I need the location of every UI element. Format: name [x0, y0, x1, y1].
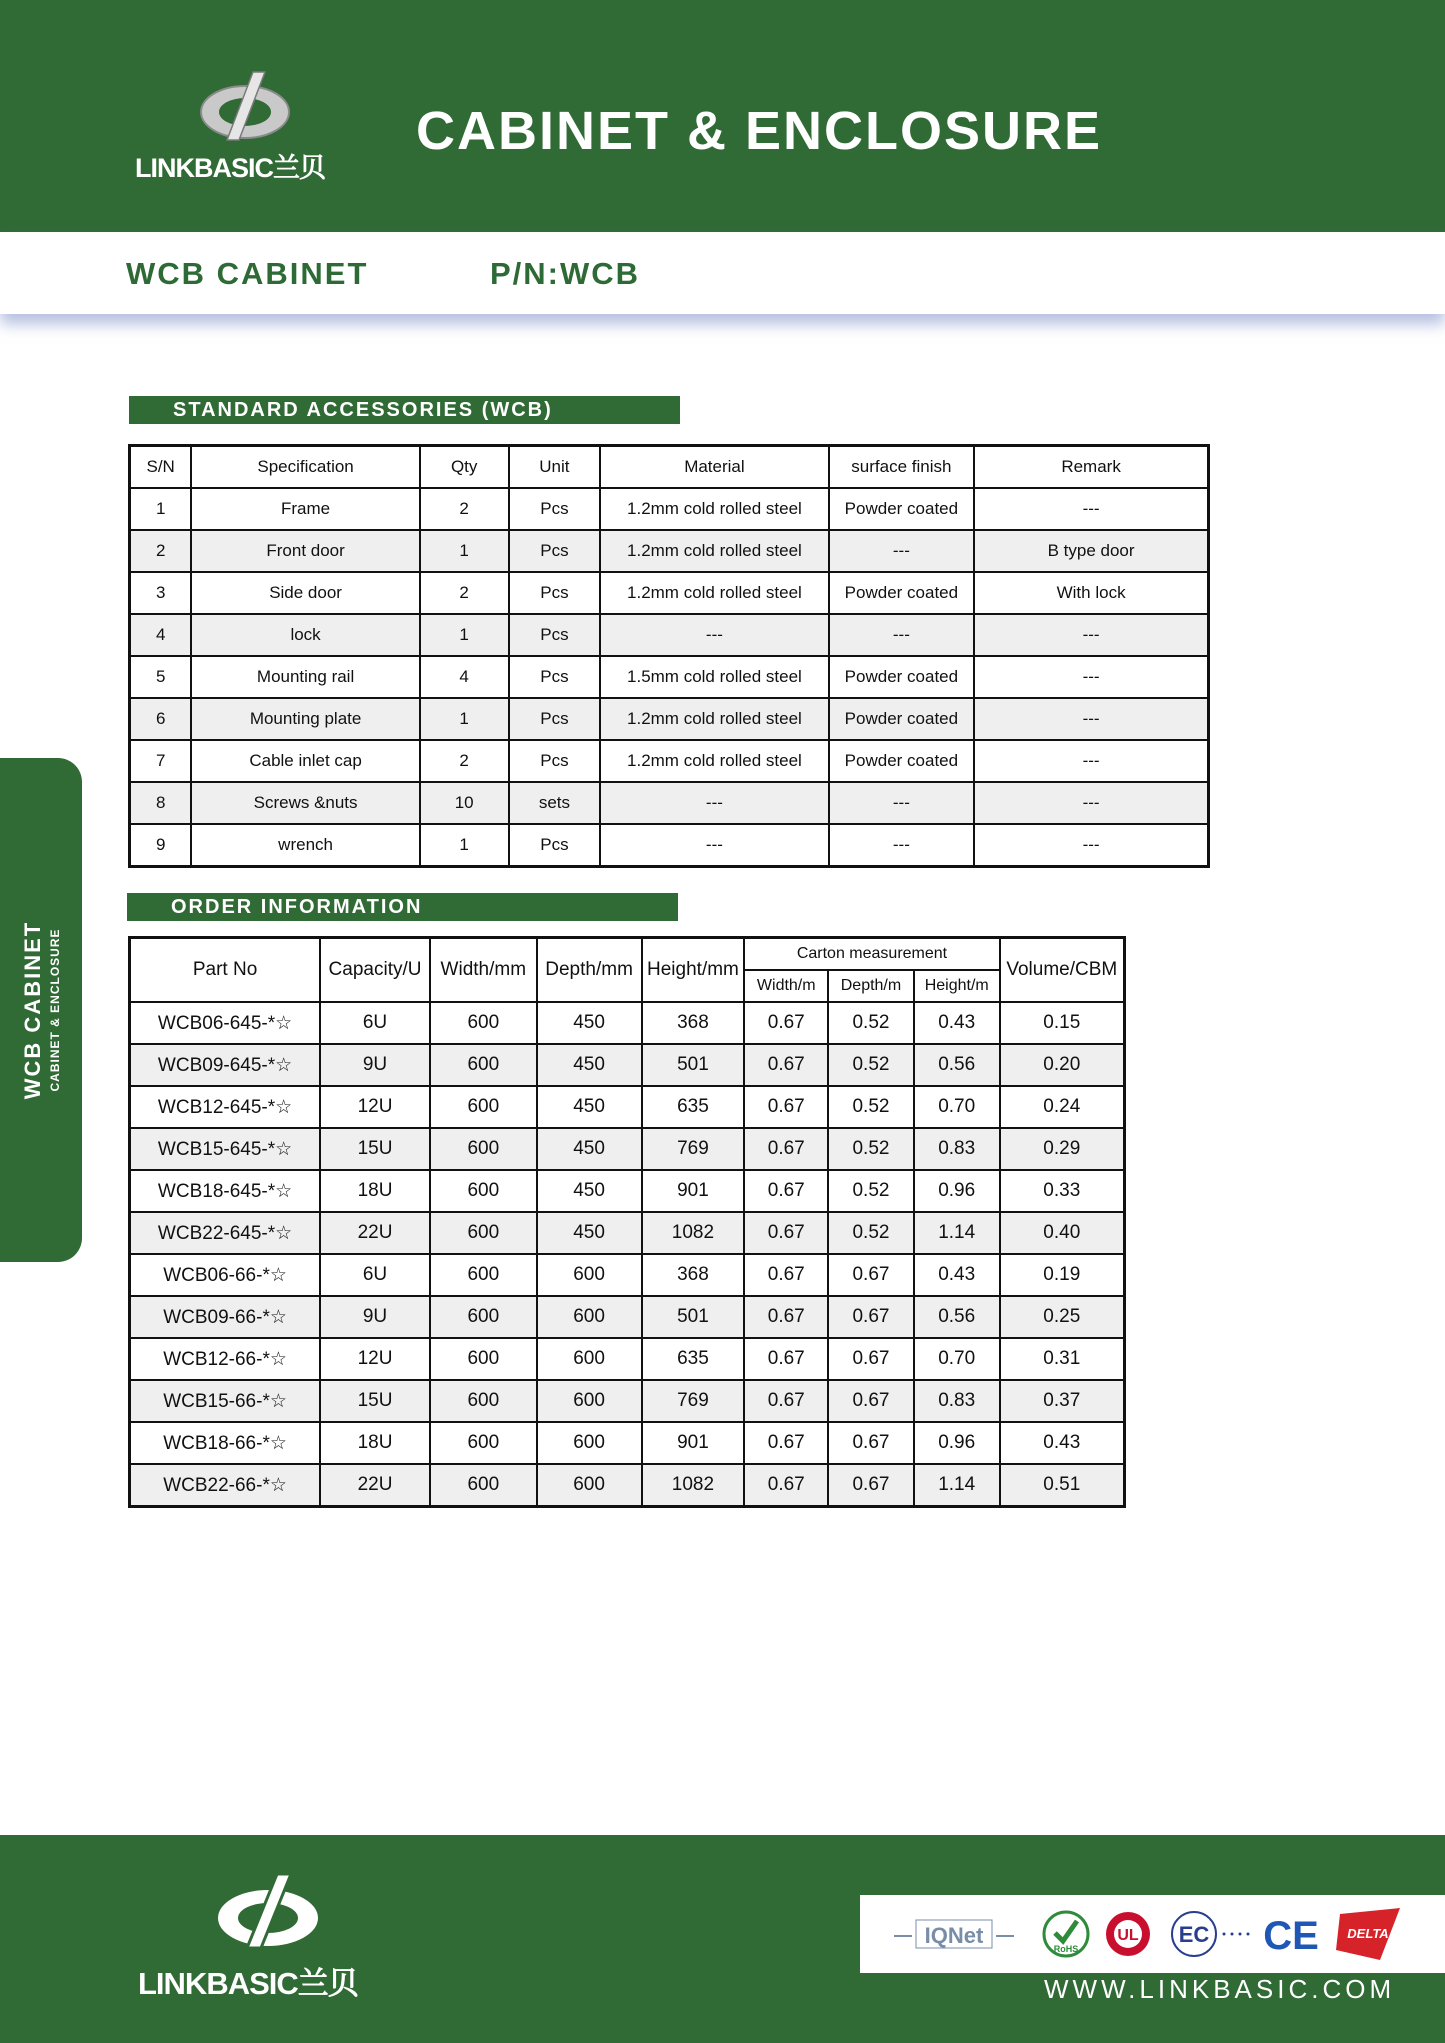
- ce-mark-icon: [1260, 1895, 1322, 1973]
- table-cell: 0.67: [744, 1338, 828, 1380]
- table-cell: 4: [420, 656, 509, 698]
- table-cell: Pcs: [509, 614, 601, 656]
- table-cell: WCB18-66-*☆: [130, 1422, 321, 1464]
- header-cell: Remark: [974, 446, 1208, 489]
- table-cell: 6U: [320, 1254, 430, 1296]
- linkbasic-footer-logo: [138, 1872, 418, 2002]
- table-row: [130, 1254, 1125, 1296]
- table-cell: 0.33: [1000, 1170, 1125, 1212]
- table-cell: WCB15-66-*☆: [130, 1380, 321, 1422]
- table-header-row: [130, 938, 1125, 971]
- table-cell: 1: [130, 488, 192, 530]
- accessories-table: [128, 444, 1210, 868]
- ec-verified-logo-icon: [1166, 1895, 1256, 1973]
- table-cell: Mounting rail: [191, 656, 419, 698]
- table-cell: Screws &nuts: [191, 782, 419, 824]
- table-cell: 1.2mm cold rolled steel: [600, 488, 828, 530]
- header-cell: Height/mm: [642, 938, 745, 1003]
- table-cell: sets: [509, 782, 601, 824]
- header-cell: Qty: [420, 446, 509, 489]
- accessories-section-title: STANDARD ACCESSORIES (WCB): [129, 396, 680, 424]
- logo-mark-icon: [195, 70, 295, 142]
- header-cell: Part No: [130, 938, 321, 1003]
- table-cell: 0.43: [1000, 1422, 1125, 1464]
- table-row: [130, 1422, 1125, 1464]
- table-cell: 901: [642, 1422, 745, 1464]
- table-cell: 0.15: [1000, 1002, 1125, 1044]
- header-cell: Depth/m: [828, 970, 914, 1002]
- rohs-logo-icon: [1040, 1895, 1092, 1973]
- table-cell: 0.67: [828, 1254, 914, 1296]
- table-cell: 600: [430, 1002, 537, 1044]
- header-cell: Width/m: [744, 970, 828, 1002]
- table-cell: 0.31: [1000, 1338, 1125, 1380]
- header-cell: Carton measurement: [744, 938, 999, 971]
- header-cell: Material: [600, 446, 828, 489]
- table-cell: ---: [974, 698, 1208, 740]
- table-cell: 0.56: [914, 1296, 1000, 1338]
- page-title: CABINET & ENCLOSURE: [416, 101, 1103, 161]
- table-cell: wrench: [191, 824, 419, 867]
- table-cell: 0.70: [914, 1086, 1000, 1128]
- header-cell: Height/m: [914, 970, 1000, 1002]
- product-name: WCB CABINET: [126, 256, 369, 291]
- table-cell: WCB12-66-*☆: [130, 1338, 321, 1380]
- table-cell: 0.51: [1000, 1464, 1125, 1507]
- table-cell: 1.2mm cold rolled steel: [600, 572, 828, 614]
- header-bar: [0, 0, 1445, 232]
- table-cell: 0.52: [828, 1044, 914, 1086]
- table-cell: 0.67: [828, 1464, 914, 1507]
- table-row: [130, 530, 1209, 572]
- table-row: [130, 1296, 1125, 1338]
- table-cell: WCB22-645-*☆: [130, 1212, 321, 1254]
- side-tab-subtitle: CABINET & ENCLOSURE: [48, 928, 62, 1092]
- table-cell: 3: [130, 572, 192, 614]
- table-row: [130, 740, 1209, 782]
- table-cell: ---: [974, 614, 1208, 656]
- table-cell: ---: [600, 824, 828, 867]
- table-cell: 450: [537, 1086, 642, 1128]
- table-cell: 0.20: [1000, 1044, 1125, 1086]
- table-cell: ---: [974, 824, 1208, 867]
- table-cell: With lock: [974, 572, 1208, 614]
- table-cell: 0.67: [744, 1128, 828, 1170]
- table-cell: 501: [642, 1044, 745, 1086]
- table-cell: WCB09-645-*☆: [130, 1044, 321, 1086]
- cert-label: RoHS: [1053, 1944, 1079, 1954]
- table-cell: 6: [130, 698, 192, 740]
- table-cell: 0.67: [744, 1296, 828, 1338]
- table-cell: 600: [537, 1254, 642, 1296]
- certifications-bar: [860, 1895, 1445, 1973]
- table-cell: 0.67: [744, 1044, 828, 1086]
- table-cell: 0.83: [914, 1128, 1000, 1170]
- table-cell: 22U: [320, 1464, 430, 1507]
- table-cell: 1.2mm cold rolled steel: [600, 530, 828, 572]
- table-cell: 0.67: [744, 1086, 828, 1128]
- ul-logo-icon: [1102, 1895, 1154, 1973]
- table-cell: 600: [430, 1254, 537, 1296]
- table-cell: 1082: [642, 1464, 745, 1507]
- table-cell: 0.67: [744, 1464, 828, 1507]
- part-number: P/N:WCB: [490, 256, 641, 291]
- table-cell: 769: [642, 1128, 745, 1170]
- table-cell: 368: [642, 1002, 745, 1044]
- table-cell: ---: [829, 530, 975, 572]
- table-cell: 22U: [320, 1212, 430, 1254]
- table-cell: 0.83: [914, 1380, 1000, 1422]
- table-cell: 1.14: [914, 1464, 1000, 1507]
- table-cell: 0.67: [744, 1212, 828, 1254]
- table-cell: 2: [130, 530, 192, 572]
- table-cell: 600: [430, 1086, 537, 1128]
- header-cell: Capacity/U: [320, 938, 430, 1003]
- table-cell: WCB22-66-*☆: [130, 1464, 321, 1507]
- table-cell: 12U: [320, 1338, 430, 1380]
- iqnet-logo-icon: [894, 1895, 1014, 1973]
- table-cell: 600: [430, 1212, 537, 1254]
- table-cell: 450: [537, 1044, 642, 1086]
- table-cell: 1.14: [914, 1212, 1000, 1254]
- table-cell: 0.43: [914, 1002, 1000, 1044]
- table-cell: ---: [974, 656, 1208, 698]
- table-cell: 2: [420, 740, 509, 782]
- table-cell: 1: [420, 530, 509, 572]
- table-cell: WCB18-645-*☆: [130, 1170, 321, 1212]
- cert-label: UL: [1117, 1927, 1139, 1944]
- table-row: [130, 572, 1209, 614]
- table-cell: 600: [537, 1464, 642, 1507]
- table-row: [130, 1464, 1125, 1507]
- table-cell: 0.67: [828, 1380, 914, 1422]
- table-cell: WCB12-645-*☆: [130, 1086, 321, 1128]
- table-row: [130, 1380, 1125, 1422]
- table-row: [130, 656, 1209, 698]
- table-row: [130, 782, 1209, 824]
- table-cell: Powder coated: [829, 488, 975, 530]
- table-cell: 15U: [320, 1380, 430, 1422]
- table-row: [130, 488, 1209, 530]
- header-cell: Depth/mm: [537, 938, 642, 1003]
- table-cell: 0.96: [914, 1170, 1000, 1212]
- table-cell: ---: [600, 782, 828, 824]
- table-row: [130, 1044, 1125, 1086]
- table-row: [130, 1170, 1125, 1212]
- table-cell: 450: [537, 1002, 642, 1044]
- table-cell: 5: [130, 656, 192, 698]
- header-cell: Specification: [191, 446, 419, 489]
- table-cell: 600: [430, 1464, 537, 1507]
- table-cell: Powder coated: [829, 572, 975, 614]
- table-row: [130, 1086, 1125, 1128]
- table-cell: 0.56: [914, 1044, 1000, 1086]
- table-cell: 2: [420, 488, 509, 530]
- table-cell: 600: [430, 1380, 537, 1422]
- order-section-title: ORDER INFORMATION: [127, 893, 678, 921]
- table-cell: 0.37: [1000, 1380, 1125, 1422]
- delta-logo-icon: [1330, 1895, 1410, 1973]
- table-cell: 600: [537, 1296, 642, 1338]
- footer-logo-wordmark: LINKBASIC兰贝: [138, 1966, 358, 2001]
- cert-label: IQNet: [924, 1923, 984, 1948]
- side-tab: [0, 758, 82, 1262]
- table-cell: 18U: [320, 1170, 430, 1212]
- table-cell: lock: [191, 614, 419, 656]
- table-row: [130, 824, 1209, 867]
- table-cell: WCB09-66-*☆: [130, 1296, 321, 1338]
- table-cell: 0.24: [1000, 1086, 1125, 1128]
- table-header-row: [130, 446, 1209, 489]
- header-cell: S/N: [130, 446, 192, 489]
- table-cell: 0.70: [914, 1338, 1000, 1380]
- table-cell: 600: [430, 1296, 537, 1338]
- table-cell: 600: [430, 1338, 537, 1380]
- table-cell: 9: [130, 824, 192, 867]
- table-cell: 6U: [320, 1002, 430, 1044]
- table-cell: 600: [537, 1422, 642, 1464]
- table-cell: 0.29: [1000, 1128, 1125, 1170]
- table-row: [130, 1338, 1125, 1380]
- cert-label: EC: [1178, 1922, 1210, 1947]
- table-cell: 0.67: [828, 1296, 914, 1338]
- table-cell: Front door: [191, 530, 419, 572]
- table-cell: 2: [420, 572, 509, 614]
- header-cell: surface finish: [829, 446, 975, 489]
- logo-wordmark: LINKBASIC兰贝: [135, 153, 325, 183]
- table-cell: Powder coated: [829, 740, 975, 782]
- table-cell: 1: [420, 614, 509, 656]
- table-cell: ---: [829, 782, 975, 824]
- table-cell: Pcs: [509, 740, 601, 782]
- cert-label: CE: [1263, 1914, 1319, 1958]
- cert-label: DELTA: [1347, 1926, 1389, 1941]
- table-cell: 450: [537, 1170, 642, 1212]
- table-cell: 9U: [320, 1296, 430, 1338]
- table-cell: 0.67: [744, 1002, 828, 1044]
- logo-mark-icon: [213, 1872, 323, 1950]
- header-cell: Volume/CBM: [1000, 938, 1125, 1003]
- table-cell: 901: [642, 1170, 745, 1212]
- table-cell: 0.67: [744, 1170, 828, 1212]
- table-cell: 1: [420, 698, 509, 740]
- table-cell: Cable inlet cap: [191, 740, 419, 782]
- table-cell: 8: [130, 782, 192, 824]
- table-cell: 600: [430, 1422, 537, 1464]
- table-cell: ---: [829, 824, 975, 867]
- table-cell: 0.25: [1000, 1296, 1125, 1338]
- table-cell: 635: [642, 1086, 745, 1128]
- table-cell: 1.2mm cold rolled steel: [600, 740, 828, 782]
- table-row: [130, 698, 1209, 740]
- table-cell: 0.52: [828, 1002, 914, 1044]
- table-cell: 0.96: [914, 1422, 1000, 1464]
- table-cell: 600: [430, 1170, 537, 1212]
- header-cell: Unit: [509, 446, 601, 489]
- table-cell: 0.52: [828, 1086, 914, 1128]
- table-cell: 1: [420, 824, 509, 867]
- table-cell: 0.40: [1000, 1212, 1125, 1254]
- table-cell: ---: [974, 740, 1208, 782]
- table-row: [130, 1002, 1125, 1044]
- table-cell: 368: [642, 1254, 745, 1296]
- table-cell: 769: [642, 1380, 745, 1422]
- table-cell: Pcs: [509, 698, 601, 740]
- table-cell: 0.67: [828, 1422, 914, 1464]
- table-cell: Pcs: [509, 488, 601, 530]
- table-cell: WCB15-645-*☆: [130, 1128, 321, 1170]
- order-table: [128, 936, 1126, 1508]
- table-cell: 450: [537, 1212, 642, 1254]
- table-row: [130, 1128, 1125, 1170]
- table-row: [130, 614, 1209, 656]
- table-cell: 0.43: [914, 1254, 1000, 1296]
- header-cell: Width/mm: [430, 938, 537, 1003]
- table-cell: B type door: [974, 530, 1208, 572]
- table-cell: 0.67: [744, 1254, 828, 1296]
- table-cell: ---: [974, 782, 1208, 824]
- website-url[interactable]: WWW.LINKBASIC.COM: [1044, 1974, 1396, 2004]
- table-cell: 15U: [320, 1128, 430, 1170]
- table-cell: ---: [829, 614, 975, 656]
- table-cell: 0.19: [1000, 1254, 1125, 1296]
- table-cell: 1082: [642, 1212, 745, 1254]
- table-cell: 9U: [320, 1044, 430, 1086]
- table-cell: 12U: [320, 1086, 430, 1128]
- table-cell: 0.52: [828, 1170, 914, 1212]
- table-cell: Powder coated: [829, 656, 975, 698]
- table-cell: 635: [642, 1338, 745, 1380]
- side-tab-title: WCB CABINET: [20, 920, 45, 1100]
- table-cell: 0.67: [744, 1380, 828, 1422]
- table-cell: Side door: [191, 572, 419, 614]
- table-cell: 7: [130, 740, 192, 782]
- table-cell: 0.52: [828, 1128, 914, 1170]
- table-cell: 501: [642, 1296, 745, 1338]
- table-cell: ---: [600, 614, 828, 656]
- table-cell: WCB06-66-*☆: [130, 1254, 321, 1296]
- table-cell: Mounting plate: [191, 698, 419, 740]
- table-cell: 450: [537, 1128, 642, 1170]
- table-cell: 0.67: [744, 1422, 828, 1464]
- table-cell: Powder coated: [829, 698, 975, 740]
- table-cell: 0.67: [828, 1338, 914, 1380]
- table-cell: ---: [974, 488, 1208, 530]
- table-cell: 600: [430, 1128, 537, 1170]
- table-cell: Frame: [191, 488, 419, 530]
- table-cell: Pcs: [509, 572, 601, 614]
- table-cell: 1.2mm cold rolled steel: [600, 698, 828, 740]
- table-cell: 600: [430, 1044, 537, 1086]
- table-cell: WCB06-645-*☆: [130, 1002, 321, 1044]
- table-cell: 600: [537, 1380, 642, 1422]
- table-cell: 1.5mm cold rolled steel: [600, 656, 828, 698]
- linkbasic-logo: [135, 70, 365, 183]
- table-cell: 18U: [320, 1422, 430, 1464]
- table-cell: 4: [130, 614, 192, 656]
- table-cell: 0.52: [828, 1212, 914, 1254]
- table-cell: 10: [420, 782, 509, 824]
- table-cell: Pcs: [509, 824, 601, 867]
- table-row: [130, 1212, 1125, 1254]
- table-cell: 600: [537, 1338, 642, 1380]
- table-cell: Pcs: [509, 656, 601, 698]
- table-cell: Pcs: [509, 530, 601, 572]
